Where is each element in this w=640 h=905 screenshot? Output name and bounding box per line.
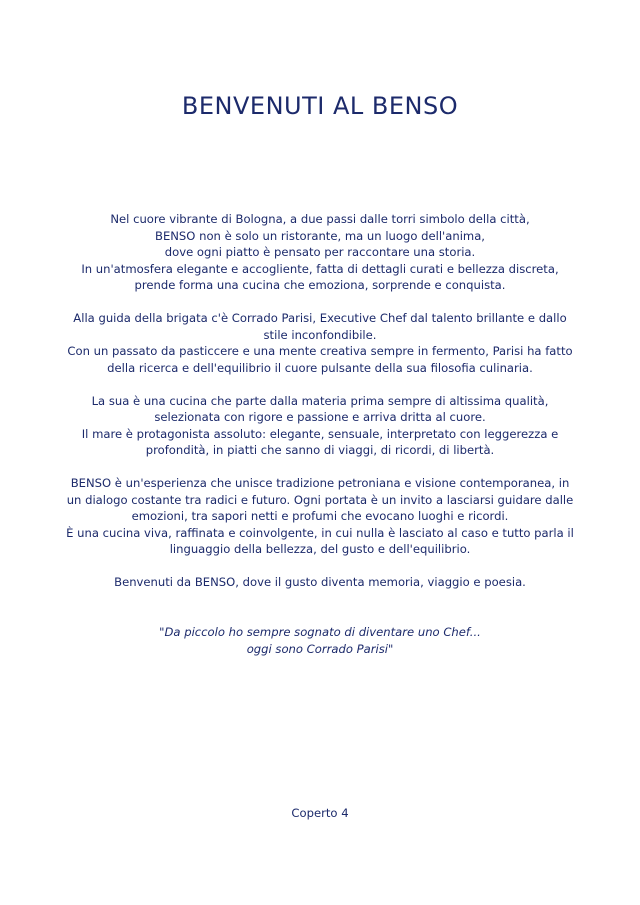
paragraph-cucina (40, 393, 600, 459)
text-line: BENSO è un'esperienza che unisce tradizione petroniana e visione contemporanea, in (70, 476, 570, 490)
page-title: BENVENUTI AL BENSO (181, 92, 459, 120)
paragraph-chef (40, 310, 600, 376)
text-line: Benvenuti da BENSO, dove il gusto diventa memoria, viaggio e poesia. (114, 575, 526, 589)
text-line: Nel cuore vibrante di Bologna, a due passi dalle torri simbolo della città, (110, 212, 530, 226)
text-line: emozioni, tra sapori netti e profumi che evocano luoghi e ricordi. (131, 509, 509, 523)
quote-line: "Da piccolo ho sempre sognato di diventare uno Chef... (159, 625, 481, 639)
text-line: stile inconfondibile. (263, 327, 377, 342)
quote-line: oggi sono Corrado Parisi" (246, 641, 394, 656)
intro-text (40, 211, 600, 607)
text-line: La sua è una cucina che parte dalla materia prima sempre di altissima qualità, (91, 393, 549, 408)
text-line: Alla guida della brigata c'è Corrado Parisi, Executive Chef dal talento brillante e dallo (73, 311, 567, 325)
paragraph-benvenuti (40, 574, 600, 591)
paragraph-esperienza (40, 475, 600, 558)
text-line: È una cucina viva, raffinata e coinvolgente, in cui nulla è lasciato al caso e tutto parla il (66, 525, 574, 540)
text-line: un dialogo costante tra radici e futuro. Ogni portata è un invito a lasciarsi guidare dalle (66, 492, 574, 507)
cover-charge: Coperto 4 (291, 806, 349, 820)
text-line: selezionata con rigore e passione e arriva dritta al cuore. (154, 410, 486, 424)
text-line: Con un passato da pasticcere e una mente creativa sempre in fermento, Parisi ha fatto (67, 344, 573, 358)
text-line: prende forma una cucina che emoziona, sorprende e conquista. (134, 278, 506, 292)
text-line: della ricerca e dell'equilibrio il cuore pulsante della sua filosofia culinaria. (107, 360, 533, 375)
text-line: In un'atmosfera elegante e accogliente, fatta di dettagli curati e bellezza discreta, (81, 261, 559, 276)
text-line: profondità, in piatti che sanno di viaggi, di ricordi, di libertà. (145, 443, 495, 457)
text-line: BENSO non è solo un ristorante, ma un luogo dell'anima, (154, 228, 485, 243)
chef-quote (0, 624, 640, 657)
text-line: Il mare è protagonista assoluto: elegante, sensuale, interpretato con leggerezza e (81, 426, 559, 441)
text-line: dove ogni piatto è pensato per raccontare una storia. (164, 245, 476, 259)
text-line: linguaggio della bellezza, del gusto e dell'equilibrio. (169, 542, 471, 556)
paragraph-bologna (40, 211, 600, 294)
